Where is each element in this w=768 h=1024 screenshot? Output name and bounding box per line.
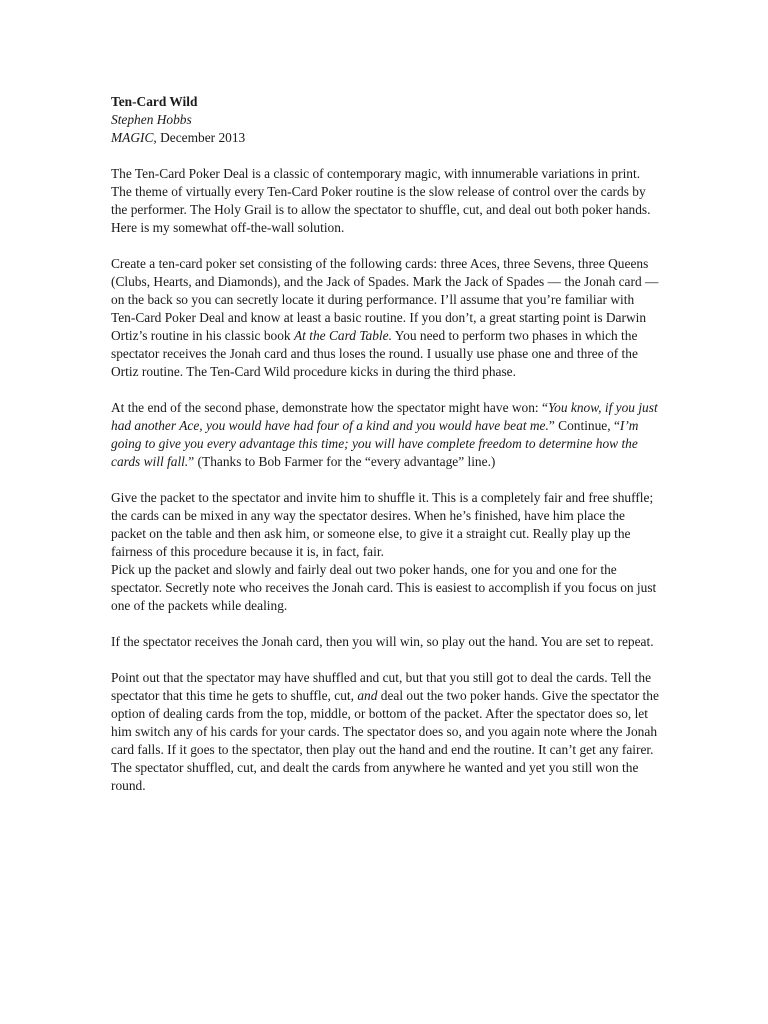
- book-title: At the Card Table.: [293, 328, 392, 343]
- quote-one: You know, if you just had another Ace, you would have had four of a kind and you would have beat me.: [111, 400, 658, 433]
- and-emphasis: and: [357, 688, 378, 703]
- phase-text-b: ” Continue, “: [548, 418, 620, 433]
- source-name: MAGIC: [111, 130, 154, 145]
- quote-two: I’m going to give you every advantage this time; you will have complete freedom to determine how the cards will fall.: [111, 418, 639, 469]
- article-title: Ten-Card Wild: [111, 94, 198, 109]
- paragraph-second-phase: [111, 399, 659, 471]
- setup-text-a: Create a ten-card poker set consisting of the following cards: three Aces, three Sevens, three Queens (Clubs, Hearts, and Diamonds), and the Jack of Spades. Mark the Jack of Spades — the Jonah card — on the back so you can secretly locate it during performance. I’ll assume that you’re familiar with Ten-Card Poker Deal and know at least a basic routine. If you don’t, a great starting point is Darwin Ortiz’s routine in his classic book: [111, 256, 659, 343]
- article-source: [111, 129, 659, 147]
- phase-text-a: At the end of the second phase, demonstrate how the spectator might have won: “: [111, 400, 548, 415]
- final-text-a: Point out that the spectator may have shuffled and cut, but that you still got to deal the cards. Tell the spectator that this time he gets to shuffle, cut,: [111, 670, 652, 703]
- phase-text-c: ” (Thanks to Bob Farmer for the “every advantage” line.): [188, 454, 496, 469]
- paragraph-intro: The Ten-Card Poker Deal is a classic of contemporary magic, with innumerable variations in print. The theme of virtually every Ten-Card Poker routine is the slow release of control over the cards by the performer. The Holy Grail is to allow the spectator to shuffle, cut, and deal out both poker hands. Here is my somewhat off-the-wall solution.: [111, 166, 651, 235]
- setup-text-b: You need to perform two phases in which the spectator receives the Jonah card and thus loses the round. I usually use phase one and three of the Ortiz routine. The Ten-Card Wild procedure kicks in during the third phase.: [111, 328, 638, 379]
- final-text-b: deal out the two poker hands. Give the spectator the option of dealing cards from the top, middle, or bottom of the packet. After the spectator does so, let him switch any of his cards for your cards. The spectator does so, and you again note where the Jonah card falls. If it goes to the spectator, then play out the hand and end the routine. It can’t get any fairer. The spectator shuffled, cut, and dealt the cards from anywhere he wanted and yet you still won the round.: [111, 688, 659, 793]
- paragraph-deal: Pick up the packet and slowly and fairly deal out two poker hands, one for you and one for the spectator. Secretly note who receives the Jonah card. This is easiest to accomplish if you focus on just one of the packets while dealing.: [111, 562, 657, 613]
- paragraph-shuffle: Give the packet to the spectator and invite him to shuffle it. This is a completely fair and free shuffle; the cards can be mixed in any way the spectator desires. When he’s finished, have him place the packet on the table and then ask him, or someone else, to give it a straight cut. Really play up the fairness of this procedure because it is, in fact, fair.: [111, 490, 654, 559]
- source-date: , December 2013: [153, 130, 246, 145]
- document-page: [111, 93, 659, 813]
- article-header: [111, 93, 659, 147]
- article-author: Stephen Hobbs: [111, 112, 192, 127]
- paragraph-final-phase: [111, 669, 659, 795]
- paragraph-spectator-receives: If the spectator receives the Jonah card, then you will win, so play out the hand. You are set to repeat.: [111, 634, 654, 649]
- paragraph-setup: [111, 255, 659, 381]
